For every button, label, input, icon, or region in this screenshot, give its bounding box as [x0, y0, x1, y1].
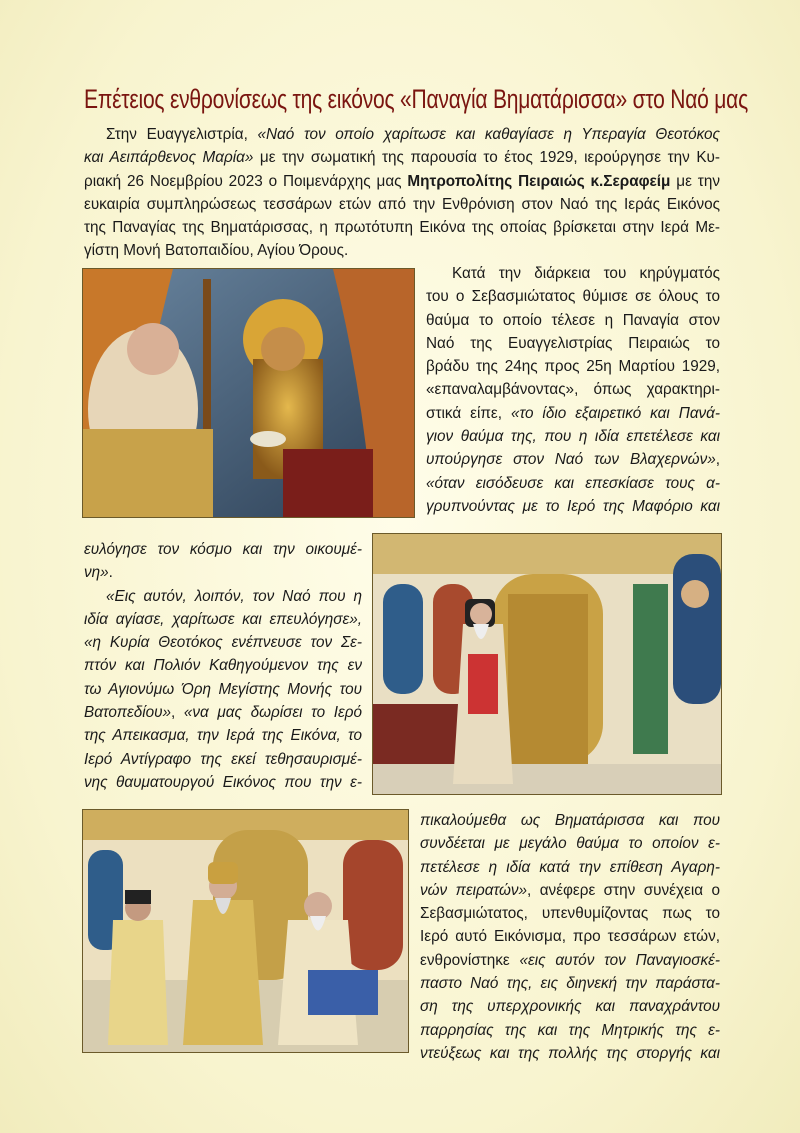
text-column-3: πικαλούμεθα ως Βηματάρισσα και που συνδέεται με μεγάλο θαύμα το οποίον ε- πετέλεσε η ιδία κατά την επίθεση Αγαρη- νών πειρατών», ανέφερε στην συνέχεια ο Σεβασμιώτατος, υπενθυμίζοντας πως το Ιερό αυτό Εικόνισμα, προ τεσσάρων ετών, ενθρονίστηκε «εις αυτόν τον Παναγιοσκέ- παστο Ναό της, εις διηνεκή την παράστα- ση της υπερχρονικής και παναχράντου παρρησίας της και της Μητρικής της ε- ντεύξεως και της πολλής της στοργής και [420, 812, 720, 1062]
text-column-1: Κατά την διάρκεια του κηρύγματός του ο Σεβασμιώτατος θύμισε σε όλους το θαύμα το οποίο τέλεσε η Παναγία στον Ναό της Ευαγγελιστρίας Πειραιώς το βράδυ της 24ης προς 25η Μαρτίου 1929, «επαναλαμβάνοντας», όπως χαρακτηρι- στικά είπε, «το ίδιο εξαιρετικό και Πανά- γιον θαύμα της, που η ιδία επετέλεσε και υπούργησε στον Ναό των Βλαχερνών», «όταν εισόδευσε και επεσκίασε τους α- γρυπνούντας με το Ιερό της Μαφόριο και [426, 265, 720, 515]
text-column-2: ευλόγησε τον κόσμο και την οικουμέ- νη». «Εις αυτόν, λοιπόν, τον Ναό που η ιδία αγίασε, χαρίτωσε και επευλόγησε», «η Κυρία Θεοτόκος ενέπνευσε τον Σε- πτόν και Πολιόν Καθηγούμενον της εν τω Αγιονύμω Όρη Μεγίστης Μονής του Βατοπεδίου», «να μας δωρίσει το Ιερό της Απεικασμα, την Ιερά της Εικόνα, το Ιερό Αντίγραφο της εκεί τεθησαυρισμέ- νης θαυματουργού Εικόνος που την ε- [84, 541, 362, 791]
intro-paragraph: Στην Ευαγγελιστρία, «Ναό τον οποίο χαρίτωσε και καθαγίασε η Υπεραγία Θεοτόκος και Αειπάρθενος Μαρία» με την σωματική της παρουσία το έτος 1929, ιερούργησε την Κυ- ριακή 26 Νοεμβρίου 2023 ο Ποιμενάρχης μας Μητροπολίτης Πειραιώς κ.Σεραφείμ με την ευκαιρία συμπληρώσεως τεσσάρων ετών από την Ενθρόνιση στον Ναό της Ιεράς Εικόνος της Παναγίας της Βηματάρισσας, η πρωτότυπη Εικόνα της οποίας βρίσκεται στην Ιερά Με- γίστη Μονή Βατοπαιδίου, Αγίου Όρους. [84, 126, 720, 260]
photo-icon-veneration [82, 268, 415, 518]
article-title: Επέτειος ενθρονίσεως της εικόνος «Παναγία Βηματάρισσα» στο Ναό μας [84, 84, 748, 114]
photo-clergy-group [82, 809, 409, 1053]
photo-sermon [372, 533, 722, 795]
